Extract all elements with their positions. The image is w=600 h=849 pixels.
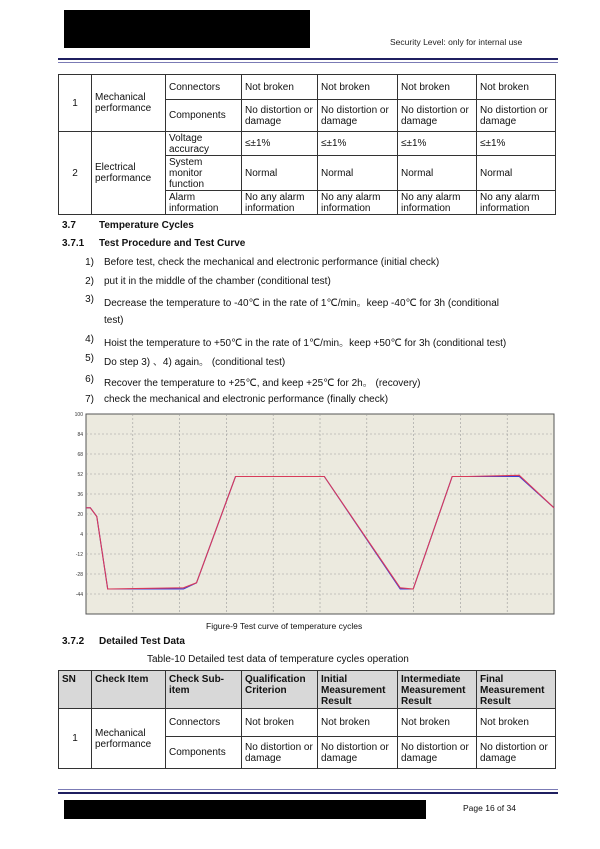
value-cell: No distortion or damage [477,737,556,769]
step-number: 3) [85,294,94,305]
value-cell: Normal [318,156,398,191]
step-text: Before test, check the mechanical and electronic performance (initial check) [104,257,440,268]
page-number: Page 16 of 34 [463,803,516,813]
check-item-cell: Mechanical performance [92,709,166,769]
value-cell: Normal [398,156,477,191]
section-3-7-title: Temperature Cycles [99,220,194,231]
step-text-continued: test) [104,315,124,326]
table-row [59,132,556,156]
y-tick-label: 68 [77,452,83,458]
temperature-cycle-data-table [58,670,556,769]
sub-item-cell: Components [166,737,242,769]
value-cell: No any alarm information [318,191,398,215]
value-cell: No distortion or damage [318,737,398,769]
step-number: 6) [85,374,94,385]
table-caption: Table-10 Detailed test data of temperature cycles operation [147,654,409,665]
sub-item-cell: Alarm information [166,191,242,215]
footer-rule-thin [58,789,558,790]
section-3-7-1-number: 3.7.1 [62,238,85,249]
sn-cell: 1 [59,75,92,132]
value-cell: ≤±1% [477,132,556,156]
value-cell: No any alarm information [477,191,556,215]
value-cell: No distortion or damage [398,737,477,769]
value-cell: No distortion or damage [477,100,556,132]
security-level: Security Level: only for internal use [390,37,523,47]
step-text: put it in the middle of the chamber (conditional test) [104,276,331,287]
sn-cell: 2 [59,132,92,215]
y-tick-label: -12 [75,552,83,558]
column-header: Check Item [92,671,166,709]
step-text: Hoist the temperature to +50℃ in the rate of 1℃/min。keep +50℃ for 3h (conditional test) [104,338,507,349]
sub-item-cell: Connectors [166,75,242,100]
header-rule-thin [58,62,558,63]
value-cell: Not broken [318,709,398,737]
y-tick-label: 36 [77,492,83,498]
step-text: Recover the temperature to +25℃, and keep +25℃ for 2h。 (recovery) [104,378,421,389]
column-header: SN [59,671,92,709]
table-row [59,75,556,100]
check-item-cell: Electrical performance [92,132,166,215]
performance-table [58,74,556,215]
value-cell: Normal [477,156,556,191]
y-tick-label: 84 [77,432,83,438]
value-cell: Not broken [242,709,318,737]
y-tick-label: 4 [80,532,83,538]
step-number: 1) [85,257,94,268]
step-number: 5) [85,353,94,364]
value-cell: No distortion or damage [242,737,318,769]
check-item-cell: Mechanical performance [92,75,166,132]
value-cell: No distortion or damage [398,100,477,132]
value-cell: No any alarm information [242,191,318,215]
y-tick-label: 20 [77,512,83,518]
section-3-7-2-title: Detailed Test Data [99,636,185,647]
value-cell: No any alarm information [398,191,477,215]
y-tick-label: 100 [74,412,83,418]
step-number: 7) [85,394,94,405]
sub-item-cell: Voltage accuracy [166,132,242,156]
step-text: check the mechanical and electronic performance (finally check) [104,394,389,405]
value-cell: Not broken [318,75,398,100]
section-3-7-2-number: 3.7.2 [62,636,85,647]
sub-item-cell: Connectors [166,709,242,737]
table-header-row [59,671,556,709]
sn-cell: 1 [59,709,92,769]
value-cell: No distortion or damage [318,100,398,132]
temperature-cycle-chart [44,410,556,616]
value-cell: ≤±1% [318,132,398,156]
figure-caption: Figure-9 Test curve of temperature cycles [206,621,363,631]
step-number: 2) [85,276,94,287]
column-header: Qualification Criterion [242,671,318,709]
value-cell: No distortion or damage [242,100,318,132]
value-cell: Not broken [398,709,477,737]
y-tick-label: -44 [75,592,83,598]
column-header: Initial Measurement Result [318,671,398,709]
sub-item-cell: System monitor function [166,156,242,191]
section-3-7-1-title: Test Procedure and Test Curve [99,238,246,249]
step-number: 4) [85,334,94,345]
value-cell: Not broken [477,709,556,737]
column-header: Intermediate Measurement Result [398,671,477,709]
value-cell: Normal [242,156,318,191]
redacted-logo-block [64,10,310,48]
footer-rule [58,792,558,794]
value-cell: Not broken [398,75,477,100]
redacted-footer-block [64,800,426,819]
step-text: Decrease the temperature to -40℃ in the rate of 1℃/min。keep -40℃ for 3h (conditional [104,298,499,309]
sub-item-cell: Components [166,100,242,132]
value-cell: ≤±1% [242,132,318,156]
y-tick-label: 52 [77,472,83,478]
y-tick-label: -28 [75,572,83,578]
column-header: Check Sub-item [166,671,242,709]
value-cell: ≤±1% [398,132,477,156]
value-cell: Not broken [242,75,318,100]
table-row [59,709,556,737]
section-3-7-number: 3.7 [62,220,76,231]
column-header: Final Measurement Result [477,671,556,709]
header-rule [58,58,558,60]
value-cell: Not broken [477,75,556,100]
step-text: Do step 3) 、4) again。 (conditional test) [104,357,286,368]
